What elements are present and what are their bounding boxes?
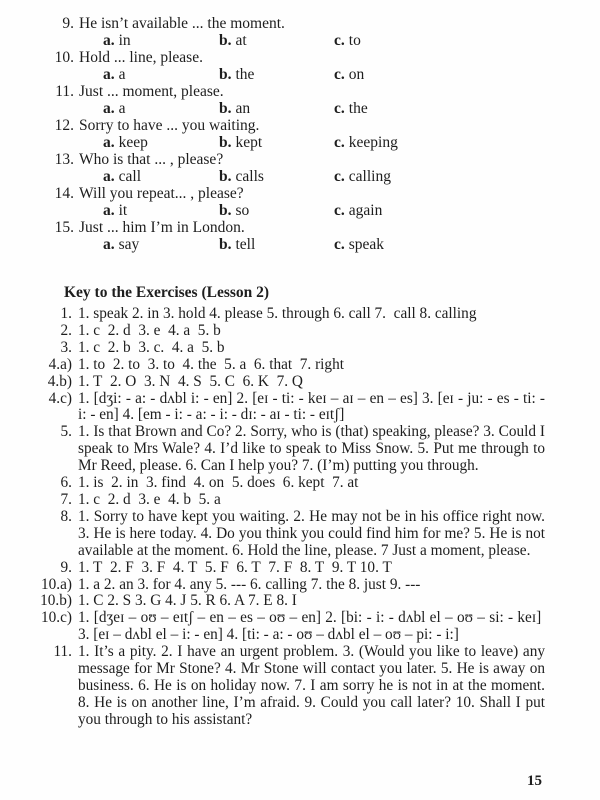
question-options [0, 100, 600, 117]
option-c [334, 202, 382, 219]
option-letter: b. [219, 236, 232, 253]
key-item-text: 1. is 2. in 3. find 4. on 5. does 6. kept 7. at [78, 474, 359, 492]
option-a [103, 32, 131, 49]
key-item-number: 11. [53, 643, 72, 661]
key-item-text: 1. c 2. d 3. e 4. b 5. a [78, 490, 221, 508]
key-item-text: 1. a 2. an 3. for 4. any 5. --- 6. calling 7. the 8. just 9. --- [78, 575, 421, 593]
option-letter: b. [219, 66, 232, 83]
question-row [0, 83, 600, 100]
option-c [334, 66, 364, 83]
question-options [0, 202, 600, 219]
key-items [0, 306, 545, 729]
question-text: Will you repeat... , please? [79, 185, 244, 202]
question-text: Hold ... line, please. [79, 49, 203, 66]
key-item-number: 3. [60, 338, 72, 356]
question-options [0, 66, 600, 83]
key-item [0, 323, 545, 340]
key-item [0, 492, 545, 509]
option-letter: c. [334, 100, 345, 117]
question-item [0, 83, 600, 117]
question-row [0, 219, 600, 236]
option-word: at [235, 32, 247, 49]
key-item [0, 644, 545, 729]
option-word: keep [118, 134, 148, 151]
option-c [334, 168, 391, 185]
key-item-text: 1. [dʒeɪ – oʊ – eɪtʃ – en – es – oʊ – en] 2. [bi: - i: - dʌbl el – oʊ – si: - keɪ] 3. [eɪ – dʌbl el – i: - en] 4. [ti: - a: - oʊ – dʌbl el – oʊ – pi: - i:] [78, 609, 545, 644]
option-word: say [118, 236, 140, 253]
question-item [0, 117, 600, 151]
question-options [0, 32, 600, 49]
key-item [0, 424, 545, 475]
exercise-questions [0, 15, 600, 253]
key-item-number: 2. [60, 321, 72, 339]
option-c [334, 236, 384, 253]
option-word: a [118, 100, 126, 117]
question-options [0, 236, 600, 253]
key-item [0, 340, 545, 357]
option-word: calls [235, 168, 264, 185]
option-word: kept [235, 134, 263, 151]
option-letter: c. [334, 66, 345, 83]
option-word: again [348, 202, 383, 219]
option-letter: b. [219, 134, 232, 151]
key-item-text: 1. C 2. S 3. G 4. J 5. R 6. A 7. E 8. I [78, 592, 297, 610]
key-item-number: 6. [60, 474, 72, 492]
option-b [219, 202, 249, 219]
option-letter: c. [334, 202, 345, 219]
key-item [0, 357, 545, 374]
key-item-number: 9. [60, 558, 72, 576]
key-item-number: 10.b) [40, 592, 72, 610]
key-item-number: 5. [60, 423, 72, 441]
question-text: He isn’t available ... the moment. [79, 15, 285, 32]
key-item [0, 306, 545, 323]
key-item [0, 593, 545, 610]
option-a [103, 134, 148, 151]
question-row [0, 15, 600, 32]
option-word: calling [348, 168, 391, 185]
option-b [219, 236, 255, 253]
key-item-text: 1. T 2. F 3. F 4. T 5. F 6. T 7. F 8. T 9. T 10. T [78, 558, 392, 576]
question-item [0, 49, 600, 83]
option-a [103, 168, 141, 185]
key-item-number: 8. [60, 507, 72, 525]
question-text: Sorry to have ... you waiting. [79, 117, 260, 134]
key-item [0, 610, 545, 644]
question-number: 13. [54, 151, 74, 168]
option-c [334, 134, 398, 151]
option-letter: a. [103, 168, 115, 185]
option-b [219, 32, 247, 49]
option-a [103, 236, 139, 253]
key-item-text: 1. [dʒi: - a: - dʌbl i: - en] 2. [eɪ - ti: - keɪ – aɪ – en – es] 3. [eɪ - ju: - es - ti: - i: - en] 4. [em - i: - a: - i: - dɪ: - aɪ - ti: - eɪtʃ] [78, 389, 545, 424]
key-heading: Key to the Exercises (Lesson 2) [64, 284, 270, 301]
option-word: call [118, 168, 141, 185]
key-item-number: 7. [60, 490, 72, 508]
question-row [0, 185, 600, 202]
key-item-number: 4.b) [47, 372, 72, 390]
option-word: keeping [348, 134, 398, 151]
key-item-number: 4.a) [48, 355, 72, 373]
key-item-text: 1. c 2. b 3. c. 4. a 5. b [78, 338, 225, 356]
answer-key-section [0, 284, 545, 729]
option-letter: a. [103, 236, 115, 253]
key-item [0, 475, 545, 492]
option-word: speak [348, 236, 385, 253]
question-text: Just ... moment, please. [79, 83, 224, 100]
key-item-number: 10.a) [40, 575, 72, 593]
question-text: Just ... him I’m in London. [79, 219, 245, 236]
option-word: tell [235, 236, 256, 253]
option-word: the [348, 100, 368, 117]
key-item-number: 10.c) [40, 609, 72, 627]
key-item-number: 4.c) [48, 389, 72, 407]
question-item [0, 15, 600, 49]
option-a [103, 66, 126, 83]
question-number: 11. [55, 83, 74, 100]
option-word: the [235, 66, 255, 83]
question-row [0, 49, 600, 66]
question-item [0, 219, 600, 253]
key-item [0, 391, 545, 425]
option-a [103, 202, 127, 219]
option-word: in [118, 32, 131, 49]
option-letter: a. [103, 32, 115, 49]
key-item [0, 560, 545, 577]
question-row [0, 117, 600, 134]
option-word: so [235, 202, 250, 219]
question-number: 10. [54, 49, 74, 66]
key-item-number: 1. [60, 305, 72, 322]
key-item-text: 1. c 2. d 3. e 4. a 5. b [78, 321, 221, 339]
option-letter: b. [219, 168, 232, 185]
question-options [0, 168, 600, 185]
question-options [0, 134, 600, 151]
question-item [0, 151, 600, 185]
option-letter: c. [334, 32, 345, 49]
option-word: an [235, 100, 251, 117]
key-item-text: 1. It’s a pity. 2. I have an urgent problem. 3. (Would you like to leave) any message for Mr Stone? 4. Mr Stone will contact you later. 5. He is away on business. 6. He is on holiday now. 7. I am sorry he is not in at the moment. 8. He is on another line, I’m afraid. 9. Could you call later? 10. Shall I put you through to his assistant? [78, 643, 545, 728]
option-letter: a. [103, 202, 115, 219]
key-item-text: 1. to 2. to 3. to 4. the 5. a 6. that 7. right [78, 355, 344, 373]
question-row [0, 151, 600, 168]
key-item-text: 1. T 2. O 3. N 4. S 5. C 6. K 7. Q [78, 372, 303, 390]
key-item [0, 374, 545, 391]
option-b [219, 134, 262, 151]
question-number: 12. [54, 117, 74, 134]
key-item-text: 1. speak 2. in 3. hold 4. please 5. through 6. call 7. call 8. calling [78, 305, 477, 322]
option-letter: a. [103, 100, 115, 117]
key-item-text: 1. Sorry to have kept you waiting. 2. He may not be in his office right now. 3. He is here today. 4. Do you think you could find him for me? 5. He is not available at the moment. 6. Hold the line, please. 7 Just a moment, please. [78, 507, 545, 559]
option-letter: c. [334, 168, 345, 185]
option-word: to [348, 32, 361, 49]
page-number: 15 [527, 773, 542, 789]
question-number: 14. [54, 185, 74, 202]
option-letter: b. [219, 100, 232, 117]
option-c [334, 32, 361, 49]
option-c [334, 100, 368, 117]
option-b [219, 168, 264, 185]
question-item [0, 185, 600, 219]
option-letter: b. [219, 202, 232, 219]
option-word: a [118, 66, 126, 83]
option-letter: c. [334, 134, 345, 151]
option-b [219, 66, 254, 83]
key-item-text: 1. Is that Brown and Co? 2. Sorry, who is (that) speaking, please? 3. Could I speak to Mrs Wale? 4. I’d like to speak to Miss Snow. 5. Put me through to Mr Reed, please. 6. Can I help you? 7. (I’m) putting you through. [78, 423, 545, 475]
option-word: it [118, 202, 128, 219]
option-letter: a. [103, 66, 115, 83]
option-letter: b. [219, 32, 232, 49]
question-number: 15. [54, 219, 74, 236]
key-item [0, 577, 545, 594]
option-b [219, 100, 250, 117]
option-letter: c. [334, 236, 345, 253]
question-text: Who is that ... , please? [79, 151, 224, 168]
option-a [103, 100, 126, 117]
question-number: 9. [62, 15, 74, 32]
key-item [0, 509, 545, 560]
option-word: on [348, 66, 365, 83]
option-letter: a. [103, 134, 115, 151]
